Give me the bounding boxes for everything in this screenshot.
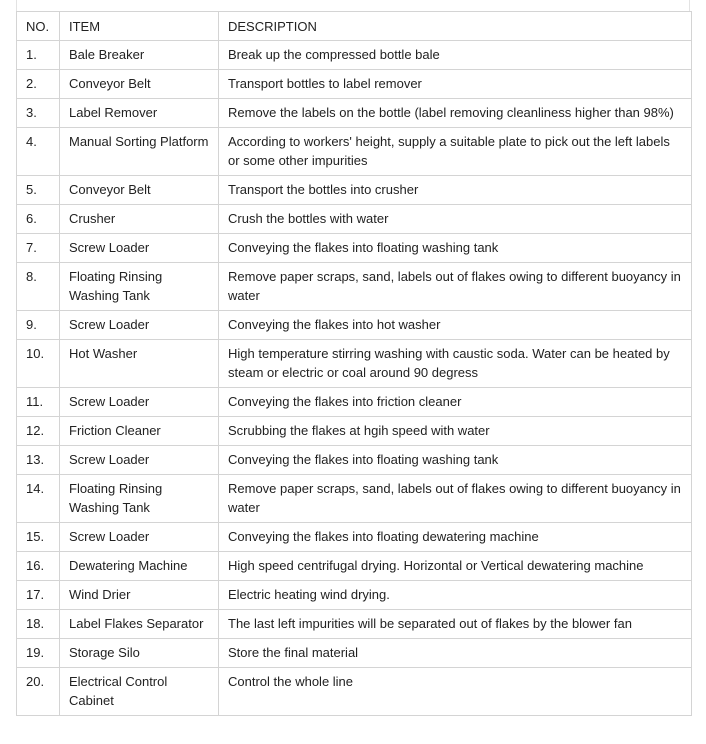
row-item-cell: Label Flakes Separator	[60, 610, 219, 639]
row-number-cell: 12.	[17, 417, 60, 446]
row-description-cell: Remove paper scraps, sand, labels out of flakes owing to different buoyancy in water	[219, 475, 692, 523]
row-number-cell: 3.	[17, 99, 60, 128]
table-body	[17, 41, 692, 716]
table-row	[17, 234, 692, 263]
equipment-table	[16, 11, 692, 716]
header-row	[17, 12, 692, 41]
row-number-cell: 19.	[17, 639, 60, 668]
row-item-cell: Manual Sorting Platform	[60, 128, 219, 176]
row-item-cell: Crusher	[60, 205, 219, 234]
row-description-cell: High speed centrifugal drying. Horizontal or Vertical dewatering machine	[219, 552, 692, 581]
row-number-cell: 16.	[17, 552, 60, 581]
row-number-cell: 6.	[17, 205, 60, 234]
table-row	[17, 70, 692, 99]
row-number-cell: 8.	[17, 263, 60, 311]
row-number-cell: 4.	[17, 128, 60, 176]
table-row	[17, 41, 692, 70]
row-number-cell: 14.	[17, 475, 60, 523]
table-row	[17, 205, 692, 234]
header-item: ITEM	[60, 12, 219, 41]
row-item-cell: Electrical Control Cabinet	[60, 668, 219, 716]
table-row	[17, 128, 692, 176]
table-row	[17, 263, 692, 311]
table-row	[17, 311, 692, 340]
row-number-cell: 5.	[17, 176, 60, 205]
row-description-cell: Conveying the flakes into floating washing tank	[219, 234, 692, 263]
header-description: DESCRIPTION	[219, 12, 692, 41]
row-description-cell: Scrubbing the flakes at hgih speed with water	[219, 417, 692, 446]
table-row	[17, 523, 692, 552]
row-description-cell: Transport the bottles into crusher	[219, 176, 692, 205]
row-description-cell: Conveying the flakes into hot washer	[219, 311, 692, 340]
row-item-cell: Friction Cleaner	[60, 417, 219, 446]
row-description-cell: High temperature stirring washing with caustic soda. Water can be heated by steam or electric or coal around 90 degress	[219, 340, 692, 388]
row-number-cell: 10.	[17, 340, 60, 388]
row-description-cell: According to workers' height, supply a suitable plate to pick out the left labels or some other impurities	[219, 128, 692, 176]
row-description-cell: Remove paper scraps, sand, labels out of flakes owing to different buoyancy in water	[219, 263, 692, 311]
row-description-cell: Remove the labels on the bottle (label removing cleanliness higher than 98%)	[219, 99, 692, 128]
row-description-cell: Control the whole line	[219, 668, 692, 716]
table-row	[17, 639, 692, 668]
row-item-cell: Label Remover	[60, 99, 219, 128]
row-item-cell: Conveyor Belt	[60, 70, 219, 99]
row-number-cell: 13.	[17, 446, 60, 475]
row-item-cell: Wind Drier	[60, 581, 219, 610]
table-row	[17, 340, 692, 388]
row-description-cell: Electric heating wind drying.	[219, 581, 692, 610]
table-row	[17, 581, 692, 610]
row-description-cell: Store the final material	[219, 639, 692, 668]
row-item-cell: Screw Loader	[60, 388, 219, 417]
row-description-cell: Conveying the flakes into friction cleaner	[219, 388, 692, 417]
row-description-cell: Crush the bottles with water	[219, 205, 692, 234]
table-row	[17, 552, 692, 581]
row-item-cell: Floating Rinsing Washing Tank	[60, 475, 219, 523]
row-description-cell: Conveying the flakes into floating dewatering machine	[219, 523, 692, 552]
row-number-cell: 9.	[17, 311, 60, 340]
table-row	[17, 446, 692, 475]
table-row	[17, 176, 692, 205]
row-item-cell: Bale Breaker	[60, 41, 219, 70]
table-row	[17, 475, 692, 523]
row-item-cell: Storage Silo	[60, 639, 219, 668]
table-row	[17, 99, 692, 128]
table-row	[17, 388, 692, 417]
row-item-cell: Floating Rinsing Washing Tank	[60, 263, 219, 311]
row-description-cell: Transport bottles to label remover	[219, 70, 692, 99]
row-item-cell: Hot Washer	[60, 340, 219, 388]
row-description-cell: The last left impurities will be separated out of flakes by the blower fan	[219, 610, 692, 639]
row-description-cell: Conveying the flakes into floating washing tank	[219, 446, 692, 475]
row-item-cell: Conveyor Belt	[60, 176, 219, 205]
row-number-cell: 17.	[17, 581, 60, 610]
row-item-cell: Screw Loader	[60, 446, 219, 475]
row-number-cell: 20.	[17, 668, 60, 716]
table-row	[17, 417, 692, 446]
row-number-cell: 1.	[17, 41, 60, 70]
row-number-cell: 15.	[17, 523, 60, 552]
row-item-cell: Screw Loader	[60, 523, 219, 552]
header-no: NO.	[17, 12, 60, 41]
table-top-edge	[16, 0, 690, 11]
row-description-cell: Break up the compressed bottle bale	[219, 41, 692, 70]
table-row	[17, 668, 692, 716]
row-item-cell: Dewatering Machine	[60, 552, 219, 581]
row-item-cell: Screw Loader	[60, 234, 219, 263]
row-number-cell: 18.	[17, 610, 60, 639]
row-number-cell: 11.	[17, 388, 60, 417]
row-number-cell: 2.	[17, 70, 60, 99]
row-number-cell: 7.	[17, 234, 60, 263]
table-row	[17, 610, 692, 639]
table-header	[17, 12, 692, 41]
row-item-cell: Screw Loader	[60, 311, 219, 340]
